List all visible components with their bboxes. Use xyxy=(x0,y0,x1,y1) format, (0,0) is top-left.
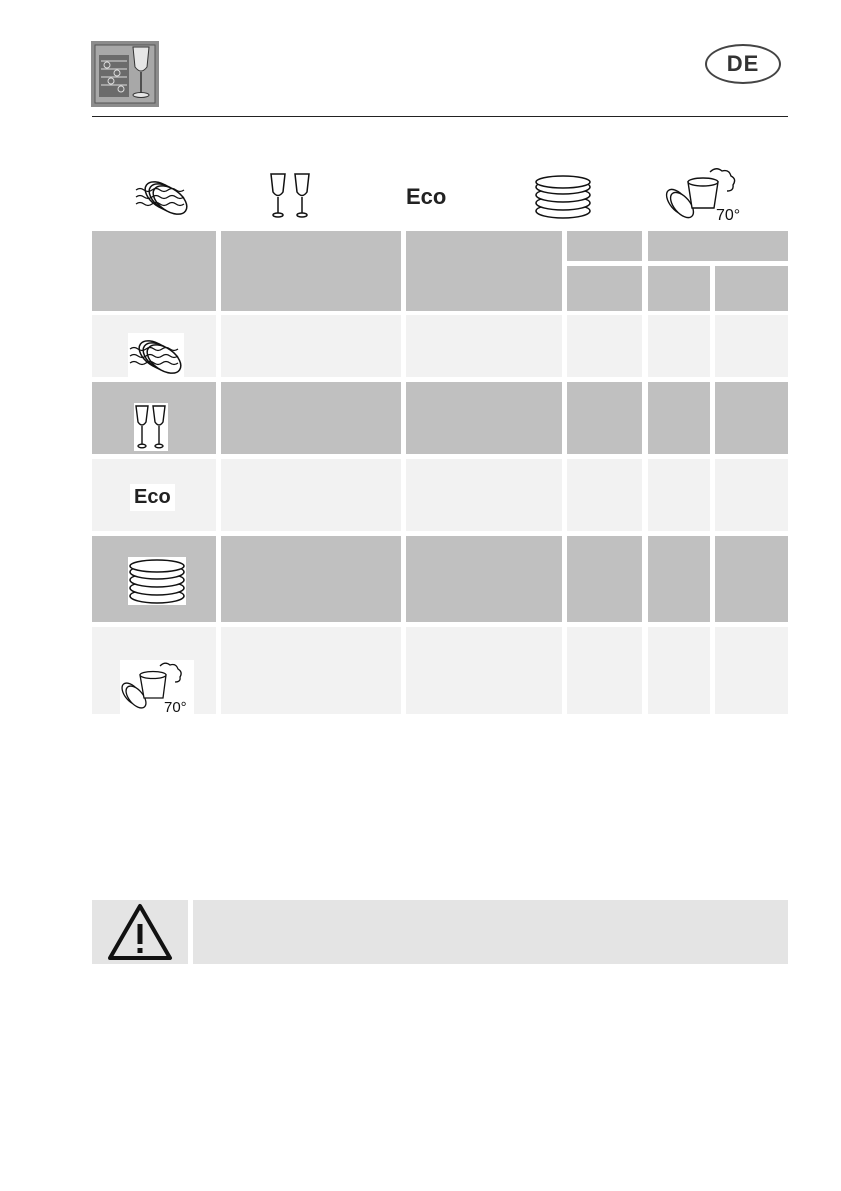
table-header-subcell-3 xyxy=(715,266,788,311)
prewash-plates-waves-icon xyxy=(128,333,184,382)
temperature-label: 70° xyxy=(164,699,187,714)
table-header-cell-group-b xyxy=(648,231,788,261)
eco-icon: Eco xyxy=(130,484,175,511)
pot-steam-70-icon xyxy=(120,660,194,719)
table-cell xyxy=(406,315,562,377)
table-cell xyxy=(715,627,788,714)
table-cell xyxy=(648,315,710,377)
table-header-cell-description xyxy=(221,231,401,311)
table-cell xyxy=(648,382,710,454)
table-header-cell-program xyxy=(92,231,216,311)
table-cell xyxy=(648,536,710,622)
warning-triangle-icon xyxy=(92,900,188,964)
table-cell xyxy=(715,536,788,622)
table-header-cell-cycle xyxy=(406,231,562,311)
table-cell xyxy=(221,382,401,454)
table-cell xyxy=(648,627,710,714)
stacked-plates-icon xyxy=(534,174,592,225)
table-header-subcell-1 xyxy=(567,266,642,311)
eco-icon: Eco xyxy=(406,184,447,209)
warning-icon-box xyxy=(92,900,188,964)
prewash-plates-waves-icon xyxy=(134,174,190,223)
table-cell xyxy=(648,459,710,531)
table-cell xyxy=(715,459,788,531)
table-cell xyxy=(567,536,642,622)
table-cell xyxy=(715,382,788,454)
table-cell xyxy=(221,627,401,714)
dishwasher-glass-icon xyxy=(91,41,159,107)
table-cell xyxy=(406,459,562,531)
table-cell xyxy=(567,315,642,377)
table-cell xyxy=(221,459,401,531)
table-cell xyxy=(221,536,401,622)
warning-text-panel xyxy=(193,900,788,964)
language-badge: DE xyxy=(705,44,781,84)
temperature-label: 70° xyxy=(716,207,741,222)
table-header-subcell-2 xyxy=(648,266,710,311)
stacked-plates-icon xyxy=(128,557,186,610)
table-cell xyxy=(567,382,642,454)
table-cell xyxy=(567,627,642,714)
table-cell xyxy=(567,459,642,531)
table-cell xyxy=(406,627,562,714)
table-cell xyxy=(221,315,401,377)
glasses-icon xyxy=(134,403,168,456)
table-cell xyxy=(406,382,562,454)
header-divider xyxy=(92,116,788,117)
table-header-cell-group-a xyxy=(567,231,642,261)
table-cell xyxy=(715,315,788,377)
glasses-icon xyxy=(266,172,316,225)
pot-steam-70-icon xyxy=(664,166,750,227)
table-cell xyxy=(406,536,562,622)
